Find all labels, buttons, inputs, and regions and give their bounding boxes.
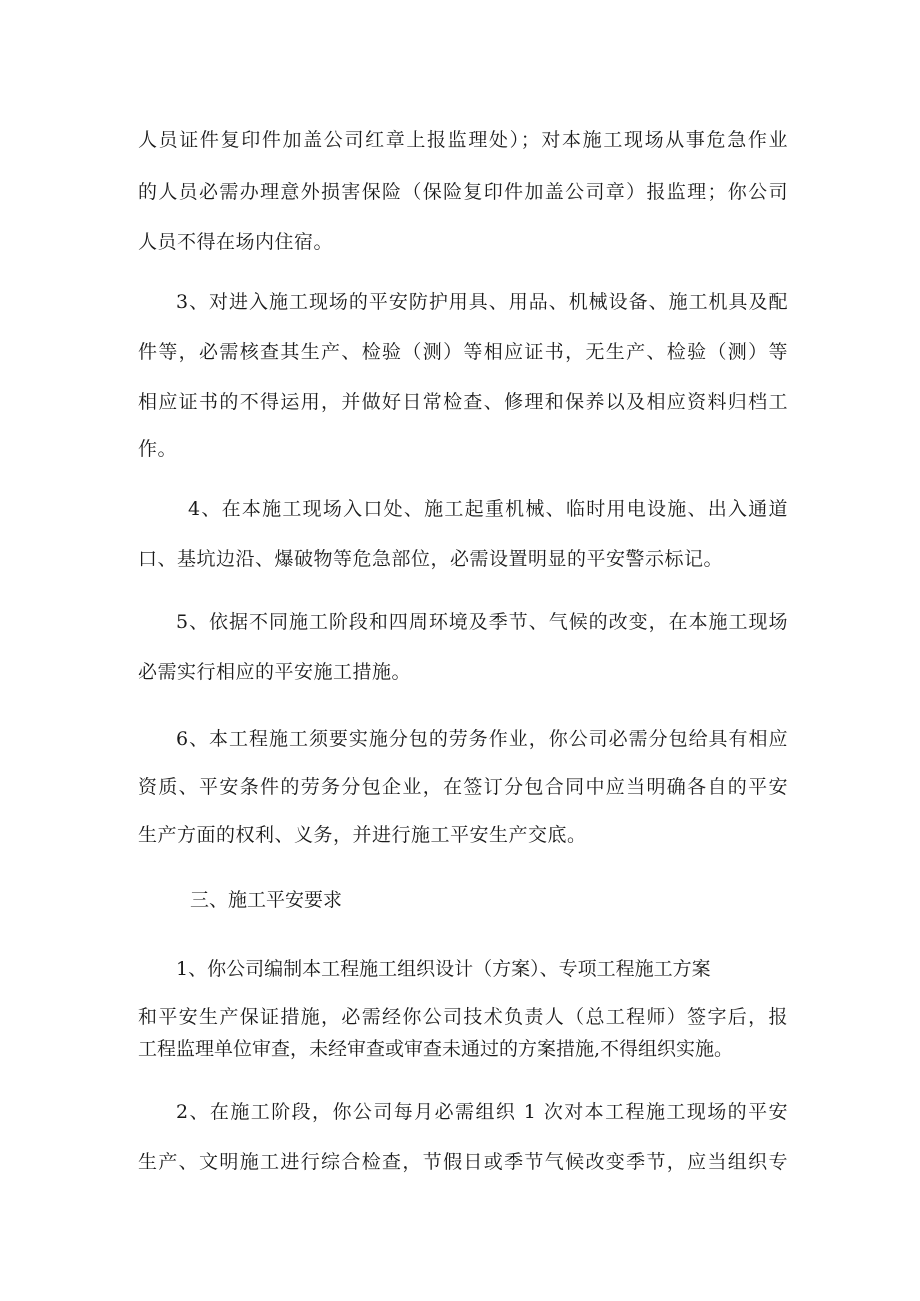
intro-line-3: 人员不得在场内住宿。 <box>138 231 334 253</box>
section-3-item-2-line-1: 2、在施工阶段，你公司每月必需组织 1 次对本工程施工现场的平安 <box>176 1101 788 1123</box>
intro-line-1: 人员证件复印件加盖公司红章上报监理处）；对本施工现场从事危急作业 <box>138 129 788 151</box>
item-3-line-1: 3、对进入施工现场的平安防护用具、用品、机械设备、施工机具及配 <box>176 291 788 313</box>
section-3-item-1-line-3: 工程监理单位审查，未经审查或审查未通过的方案措施,不得组织实施。 <box>138 1038 734 1060</box>
item-6-line-1: 6、本工程施工须要实施分包的劳务作业，你公司必需分包给具有相应 <box>176 728 788 750</box>
intro-line-2: 的人员必需办理意外损害保险（保险复印件加盖公司章）报监理；你公司 <box>138 181 788 203</box>
item-5-line-2: 必需实行相应的平安施工措施。 <box>138 661 412 683</box>
item-3-line-4: 作。 <box>138 438 178 460</box>
item-6-line-2: 资质、平安条件的劳务分包企业，在签订分包合同中应当明确各自的平安 <box>138 776 788 798</box>
section-3-item-2-line-2: 生产、文明施工进行综合检查，节假日或季节气候改变季节，应当组织专 <box>138 1151 788 1173</box>
item-4-line-2: 口、基坑边沿、爆破物等危急部位，必需设置明显的平安警示标记。 <box>138 548 724 570</box>
section-3-heading: 三、施工平安要求 <box>190 889 343 911</box>
section-3-item-1-line-1: 1、你公司编制本工程施工组织设计（方案）、专项工程施工方案 <box>176 958 711 980</box>
item-3-line-2: 件等，必需核查其生产、检验（测）等相应证书，无生产、检验（测）等 <box>138 341 788 363</box>
section-3-item-1-line-2: 和平安生产保证措施，必需经你公司技术负责人（总工程师）签字后，报 <box>138 1006 788 1028</box>
item-5-line-1: 5、依据不同施工阶段和四周环境及季节、气候的改变，在本施工现场 <box>176 611 788 633</box>
item-3-line-3: 相应证书的不得运用，并做好日常检查、修理和保养以及相应资料归档工 <box>138 391 788 413</box>
item-6-line-3: 生产方面的权利、义务，并进行施工平安生产交底。 <box>138 824 587 846</box>
item-4-line-1: 4、在本施工现场入口处、施工起重机械、临时用电设施、出入通道 <box>188 498 788 520</box>
